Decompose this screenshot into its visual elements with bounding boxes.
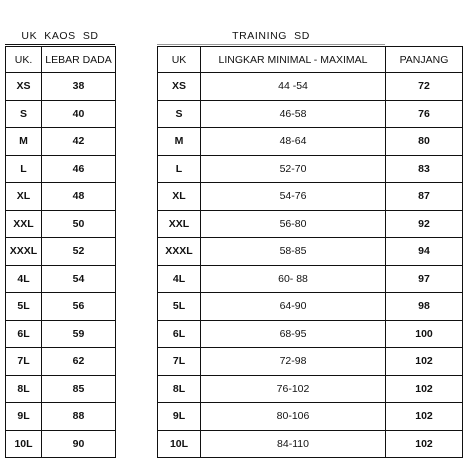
kaos-chest-width-cell: 85 <box>42 375 116 403</box>
training-circumference-cell: 52-70 <box>201 155 386 183</box>
training-size-cell: 6L <box>158 320 201 348</box>
training-length-cell: 92 <box>386 210 463 238</box>
training-table-row <box>158 265 463 293</box>
training-length-cell: 102 <box>386 430 463 458</box>
training-circumference-cell: 58-85 <box>201 238 386 266</box>
kaos-size-cell: 7L <box>6 348 42 376</box>
training-circumference-cell: 54-76 <box>201 183 386 211</box>
kaos-table-row <box>6 183 116 211</box>
training-size-cell: 9L <box>158 403 201 431</box>
kaos-table-row <box>6 375 116 403</box>
training-size-cell: L <box>158 155 201 183</box>
training-table-row <box>158 238 463 266</box>
kaos-size-cell: 6L <box>6 320 42 348</box>
training-circumference-cell: 44 -54 <box>201 73 386 101</box>
training-size-cell: 5L <box>158 293 201 321</box>
training-length-cell: 98 <box>386 293 463 321</box>
training-table-row <box>158 320 463 348</box>
training-table-row <box>158 128 463 156</box>
kaos-table-row <box>6 265 116 293</box>
training-size-cell: XXXL <box>158 238 201 266</box>
training-header-circumference: LINGKAR MINIMAL - MAXIMAL <box>201 47 386 73</box>
training-length-cell: 80 <box>386 128 463 156</box>
training-length-cell: 94 <box>386 238 463 266</box>
training-circumference-cell: 76-102 <box>201 375 386 403</box>
training-length-cell: 72 <box>386 73 463 101</box>
kaos-size-cell: XXXL <box>6 238 42 266</box>
training-size-cell: S <box>158 100 201 128</box>
kaos-table-row <box>6 128 116 156</box>
kaos-chest-width-cell: 50 <box>42 210 116 238</box>
training-header-size: UK <box>158 47 201 73</box>
kaos-size-cell: 5L <box>6 293 42 321</box>
training-table-row <box>158 73 463 101</box>
training-length-cell: 102 <box>386 403 463 431</box>
training-size-cell: 10L <box>158 430 201 458</box>
kaos-table-title: UK KAOS SD <box>5 30 115 45</box>
kaos-table-row <box>6 210 116 238</box>
kaos-header-size: UK. <box>6 47 42 73</box>
kaos-table-row <box>6 155 116 183</box>
kaos-size-cell: XXL <box>6 210 42 238</box>
kaos-chest-width-cell: 90 <box>42 430 116 458</box>
training-circumference-cell: 48-64 <box>201 128 386 156</box>
training-circumference-cell: 84-110 <box>201 430 386 458</box>
kaos-chest-width-cell: 42 <box>42 128 116 156</box>
kaos-table-row <box>6 403 116 431</box>
training-table-row <box>158 430 463 458</box>
training-table-row <box>158 293 463 321</box>
training-circumference-cell: 68-95 <box>201 320 386 348</box>
kaos-chest-width-cell: 48 <box>42 183 116 211</box>
training-size-cell: 8L <box>158 375 201 403</box>
training-table-row <box>158 403 463 431</box>
training-length-cell: 102 <box>386 375 463 403</box>
kaos-table-row <box>6 430 116 458</box>
training-length-cell: 87 <box>386 183 463 211</box>
kaos-chest-width-cell: 46 <box>42 155 116 183</box>
training-circumference-cell: 60- 88 <box>201 265 386 293</box>
kaos-size-cell: XL <box>6 183 42 211</box>
training-circumference-cell: 80-106 <box>201 403 386 431</box>
training-table-row <box>158 210 463 238</box>
kaos-table-row <box>6 348 116 376</box>
training-table-title: TRAINING SD <box>157 30 385 45</box>
kaos-table-row <box>6 73 116 101</box>
kaos-chest-width-cell: 88 <box>42 403 116 431</box>
training-length-cell: 83 <box>386 155 463 183</box>
kaos-size-cell: S <box>6 100 42 128</box>
training-circumference-cell: 46-58 <box>201 100 386 128</box>
kaos-size-cell: M <box>6 128 42 156</box>
kaos-size-cell: 10L <box>6 430 42 458</box>
kaos-chest-width-cell: 52 <box>42 238 116 266</box>
kaos-size-cell: 4L <box>6 265 42 293</box>
training-length-cell: 76 <box>386 100 463 128</box>
training-header-row <box>158 47 463 73</box>
kaos-table-row <box>6 293 116 321</box>
training-size-table <box>157 46 463 458</box>
kaos-size-cell: 9L <box>6 403 42 431</box>
training-table-row <box>158 375 463 403</box>
training-circumference-cell: 72-98 <box>201 348 386 376</box>
kaos-chest-width-cell: 62 <box>42 348 116 376</box>
kaos-chest-width-cell: 40 <box>42 100 116 128</box>
training-size-cell: M <box>158 128 201 156</box>
training-circumference-cell: 64-90 <box>201 293 386 321</box>
kaos-chest-width-cell: 59 <box>42 320 116 348</box>
training-size-cell: XS <box>158 73 201 101</box>
training-size-cell: 7L <box>158 348 201 376</box>
kaos-header-row <box>6 47 116 73</box>
training-length-cell: 102 <box>386 348 463 376</box>
training-table-row <box>158 155 463 183</box>
training-length-cell: 97 <box>386 265 463 293</box>
kaos-chest-width-cell: 56 <box>42 293 116 321</box>
training-size-cell: XXL <box>158 210 201 238</box>
kaos-chest-width-cell: 54 <box>42 265 116 293</box>
kaos-table-row <box>6 238 116 266</box>
kaos-table-row <box>6 100 116 128</box>
kaos-size-table <box>5 46 116 458</box>
training-circumference-cell: 56-80 <box>201 210 386 238</box>
kaos-size-cell: L <box>6 155 42 183</box>
training-table-row <box>158 348 463 376</box>
training-length-cell: 100 <box>386 320 463 348</box>
kaos-size-cell: 8L <box>6 375 42 403</box>
kaos-header-chest-width: LEBAR DADA <box>42 47 116 73</box>
kaos-size-cell: XS <box>6 73 42 101</box>
kaos-table-row <box>6 320 116 348</box>
training-size-cell: XL <box>158 183 201 211</box>
training-header-length: PANJANG <box>386 47 463 73</box>
kaos-chest-width-cell: 38 <box>42 73 116 101</box>
training-size-cell: 4L <box>158 265 201 293</box>
training-table-row <box>158 183 463 211</box>
training-table-row <box>158 100 463 128</box>
